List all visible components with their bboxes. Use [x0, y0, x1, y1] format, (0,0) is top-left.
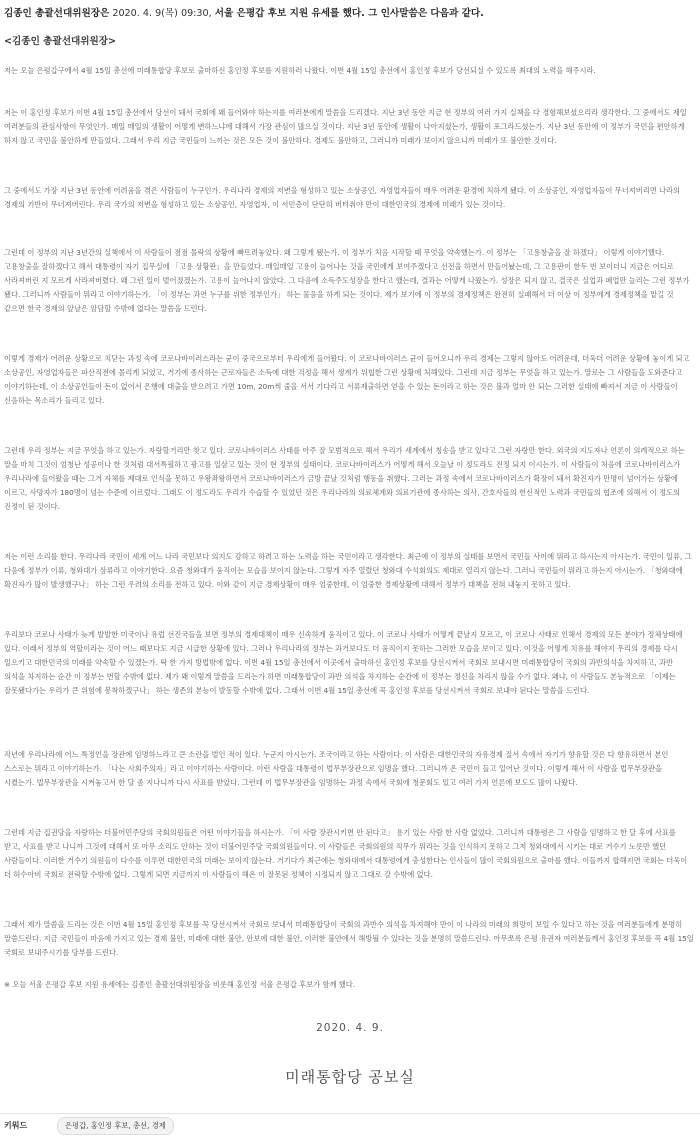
speech-paragraph-8: 우리보다 코로나 사태가 늦게 발발한 미국이나 유럽 선진국들을 보면 정부의 경제대책이 매우 신속하게 움직이고 있다. 이 코로나 사태가 어떻게 끝날지 모르고, 이 코로나 사태로 인해서 경제의 모든 분야가 정체상태에 있다. 이래서 정부의 역할이라는 것이 어느 때보다도 지금 시급한 상황에 있다. 그러나 우리나라의 정부는 과거보다도 더 움직이지 못하는 그러한 모습을 보이고 있다. 이것을 어떻게 치유를 해야지 우리의 경제를 다시 일으키고 대한민국의 미래를 약속할 수 있겠는가. 딱 한 가지 방법밖에 없다. 이번 4월 15일 총선에서 이곳에서 출마하신 홍인정 후보를 당선시켜서 국회로 보내시면 미래통합당이 국회의 과반의석을 차지하고, 과반 의석을 차지하는 순간 이 정부는 번할 수밖에 없다. 제가 왜 이렇게 말씀을 드리는가 하면 미래통합당이 과반 의석을 차지하는 순간에 이 정부는 정신을 차리지 않을 수가 없다. 왜냐, 이 사람들도 본능적으로 「이제는 잘못됐다가는 우리가 큰 위험에 봉착하겠구나」 하는 생존의 본능이 발동할 수밖에 없다. 그래서 이번 4월 15일 총선에 꼭 홍인정 후보를 당선시켜서 국회로 보내야 된다는 말씀을 드린다. — [4, 630, 683, 695]
issuing-organization: 미래통합당 공보실 — [285, 1068, 415, 1086]
speech-paragraph-10: 그런데 지금 집권당을 자랑하는 더불어민주당의 국회의원들은 어떤 이야기들을 하시는가. 「이 사람 장관시키면 안 된다고」 용기 있는 사람 한 사람 없었다. 그러니까 대통령은 그 사람을 임명하고 한 달 후에 사표를 받고, 사표를 받고 나니까 그것에 대해서 또 아무 소리도 안하는 것이 더불어민주당 국회의원들이다. 이 사람들은 국회의원의 직무가 뭐라는 것을 인식하지 못하고 그저 청와대에서 시키는 대로 거수기 노릇만 했던 사람들이다. 이러한 거수기 의원들이 다수를 이루면 대한민국의 미래는 보이지 않는다. 거기다가 최근에는 청와대에서 대통령에게 충성한다는 인사들이 많이 국회의원으로 출마를 했다. 이들까지 합해지면 국회는 더욱이 더 허수아비 국회로 전락할 수밖에 없다. 그렇게 되면 지금까지 이 사람들이 해온 이 잘못된 정책이 시정되지 않고 그대로 갈 수밖에 없다. — [4, 828, 688, 879]
headline-datetime: 2020. 4. 9(목) 09:30, — [109, 8, 215, 19]
headline-event: 서울 은평갑 후보 지원 유세를 했다. 그 인사말씀은 다음과 같다. — [214, 8, 484, 19]
speech-paragraph-3: 그 중에서도 가장 지난 3년 동안에 어려움을 겪은 사람들이 누구인가. 우리나라 경제의 저변을 형성하고 있는 소상공인, 자영업자들이 매우 어려운 환경에 처하게 됐다. 이 소상공인, 자영업자들이 무너져버리면 나라의 경제의 기반이 무너져버린다. 우리 국가의 저변을 형성하고 있는 소상공인, 자영업자, 이 서민층이 단단히 버텨줘야 만이 대한민국의 경제에 미래가 있는 것이다. — [4, 186, 681, 209]
speech-paragraph-6: 그런데 우리 정부는 지금 무엇을 하고 있는가. 자랑할거리만 찾고 있다. 코로나바이러스 사태를 아주 잘 모범적으로 해서 우리가 세계에서 칭송을 받고 있다고 그런 자랑만 한다. 외국의 지도자나 언론이 의례적으로 하는 말을 마치 그것이 엄청난 성공이나 한 것처럼 대서특필하고 광고를 일삼고 있는 것이 현 정부의 실태이다. 코로나바이러스가 어떻게 해서 오늘날 이 정도라도 진정 되지 이시는가. 이 사람들이 처음에 코로나바이러스가 우리나라에 들어왔을 때는 그거 자체를 제대로 인식을 못하고 우왕좌왕하면서 코로나바이러스가 금방 끝날 것처럼 행동을 취했다. 그러는 과정 속에서 코로나바이러스가 확장이 돼서 확진자가 만명이 넘어가는 상황에 이르고, 사망자가 180명이 넘는 수준에 이르렀다. 그래도 이 정도라도 우리가 수습할 수 있었던 것은 우리나라의 의료체계와 의료기관에 종사하는 의사, 간호사들의 헌신적인 노력과 국민들의 협조에 의해서 이 정도의 진정이 된 것이다. — [4, 446, 685, 511]
speech-paragraph-5: 이렇게 경제가 어려운 상황으로 치닫는 과정 속에 코로나바이러스라는 균이 중국으로부터 우리에게 들어왔다. 이 코로나바이러스 균이 들어오니까 우리 경제는 그렇지 않아도 어려운데, 더욱더 어려운 상황에 놓이게 되고 소상공인, 자영업자들은 파산직전에 몰리게 되었고, 거기에 종사하는 근로자들은 소득에 대한 걱정을 해서 생계가 위협한 그런 상황에 처해있다. 그런데 지금 정부는 무엇을 하고 있는가. 말로는 그 사람들을 도와준다고 이야기하는데, 이 소상공인들이 돈이 없어서 은행에 대출을 받으려고 가면 10m, 20m씩 줄을 서서 기다리고 서류제출하면 얻을 수 있는 돈이라고 하는 것은 불과 얼마 안 되는 그러한 실태에 빠져서 지금 이 사람들이 신음하는 목소리가 들리고 있다. — [4, 354, 690, 405]
footnote: ※ 오늘 서울 은평갑 후보 지원 유세에는 김종인 총괄선대위원장을 비롯해 홍인정 서울 은평갑 후보가 함께 했다. — [4, 980, 356, 989]
release-date: 2020. 4. 9. — [316, 1022, 384, 1034]
headline-speaker: 김종인 총괄선대위원장은 — [4, 8, 110, 19]
speech-paragraph-4: 그런데 이 정부의 지난 3년간의 실책에서 이 사람들이 점점 몰락의 상황에 빠뜨려놓았다. 왜 그렇게 됐는가. 이 정부가 처음 시작할 때 무엇을 약속했는가. 이 정부는 「고용창출을 잘 하겠다」 이렇게 이야기했다. 고용창출을 잘하겠다고 해서 대통령이 자기 집무실에 「고용 상황판」을 만들었다. 매일매일 고용이 늘어나는 것을 국민에게 보여주겠다고 선전을 하면서 만들어놨는데, 그 고용판이 한두 번 보이더니 지금은 어디로 사라져버린 지 모르게 사라져버렸다. 왜 그런 일이 벌어졌겠는가. 고용이 늘어나지 않았다. 그 다음에 소득주도성장을 한다고 했는데, 결과는 어떻게 나왔는가. 성장은 되지 않고, 결국은 실업과 폐업만 늘리는 그런 정부가 됐다. 그러니까 사람들이 뭐라고 이야기하는가. 「이 정부는 과연 누구를 위한 정부인가」 하는 물음을 하게 되는 것이다. 제가 보기에 이 정부의 경제정책은 완전히 실패해서 더 이상 이 정부에게 경제정책을 맡길 것 같으면 한국 경제의 앞날은 암담할 수밖에 없다는 말씀을 드린다. — [4, 248, 690, 313]
speech-paragraph-1: 저는 오늘 은평갑구에서 4월 15일 총선에 미래통합당 후보로 출마하신 홍인정 후보를 지원하러 나왔다. 이번 4월 15일 총선에서 홍인정 후보가 당선되실 수 있도록 최대의 노력을 해주시라. — [4, 66, 596, 75]
headline — [4, 7, 696, 21]
speech-paragraph-11: 그래서 제가 말씀을 드리는 것은 이번 4월 15일 홍인정 후보를 꼭 당선시켜서 국회로 보내서 미래통합당이 국회의 과반수 의석을 차지해야 만이 이 나라의 미래의 희망이 보일 수 있다고 하는 것을 여러분들에게 분명히 말씀드린다. 지금 국민들이 마음에 가지고 있는 경제 불안, 미래에 대한 불안, 안보에 대한 불안, 이러한 불안에서 해방될 수 있다는 것을 분명히 말씀드린다. 아무쪼록 은평 유권자 여러분들께서 홍인정 후보를 꼭 4월 15일 국회로 보내주시기를 당부를 드린다. — [4, 920, 694, 957]
speech-paragraph-9: 작년에 우리나라에 어느 특정인을 장관에 임명하느라고 큰 소란을 벌인 적이 있다. 누군지 아시는가. 조국이라고 하는 사람이다. 이 사람은 대한민국의 자유경제 질서 속에서 자기가 향유할 것은 다 향유하면서 본인 스스로는 뭐라고 이야기하는가. 「나는 사회주의자」라고 이야기하는 사람이다. 이런 사람을 대통령이 법무부장관으로 임명을 했다. 그러니까 온 국민이 들고 일어난 것이다. 이렇게 해서 이 사람을 법무부장관을 시켰는가. 법무부장관을 시켜놓고서 한 달 좀 지나니까 다시 사표를 받았다. 그런데 이 법무부장관을 임명하는 과정 속에서 국회에 청문회도 있고 여러 가지 언론에 보도도 많이 나왔다. — [4, 750, 669, 787]
speech-paragraph-2: 저는 이 홍인정 후보가 이번 4월 15일 총선에서 당선이 돼서 국회에 왜 들어와야 하는지를 여러분에게 말씀을 드리겠다. 지난 3년 동안 지금 현 정부의 여러 가지 실책을 다 경험해보셨으리라 생각한다. 그 중에서도 제일 여러분들의 관심사항이 무엇인가. 매일 매일의 생활이 어떻게 변하느냐에 대해서 가장 관심이 많으실 것이다. 지난 3년 동안에 생활이 나아지셨는가, 생활이 포그라드셨는가. 지난 3년 동안에 이 정부가 국민을 편안하게 하지 않고 국민을 불안하게 만들었다. 그래서 우리 지금 국민들이 느끼는 것은 모든 것이 불안하다. 경제도 불안하고, 그러니까 미래가 보이지 않으니까 미래가 또 불안한 것이다. — [4, 108, 687, 145]
keyword-label: 키워드 — [4, 1121, 28, 1130]
speaker-label: <김종인 총괄선대위원장> — [4, 36, 117, 47]
keyword-bar — [0, 1113, 700, 1138]
keyword-tag[interactable]: 은평갑, 홍인정 후보, 총선, 경제 — [57, 1117, 174, 1135]
speech-paragraph-7: 저는 이런 소리를 한다. 우리나라 국민이 세계 어느 나라 국민보다 의지도 강하고 하려고 하는 노력을 하는 국민이라고 생각한다. 최근에 이 정부의 실태를 보면서 국민들 사이에 뭐라고 하시는지 아시는가. 국민이 일류, 그 다음에 정부가 이류, 청와대가 삼류라고 이야기한다. 요즘 청와대가 움직이는 모습을 보이지 않는다. 그렇게 자주 열렸던 청와대 수석회의도 제대로 열리지 않는다. 그러니 국민들이 뭐라고 하는지 아시는가. 「청와대에 확진자가 많이 발생했구나」 하는 그런 우려의 소리를 전하고 있다. 이와 같이 지금 경제상황이 매우 엄중한데, 이 엄중한 경제상황에 대해서 정부가 대책을 전혀 내놓지 못하고 있다. — [4, 552, 692, 589]
